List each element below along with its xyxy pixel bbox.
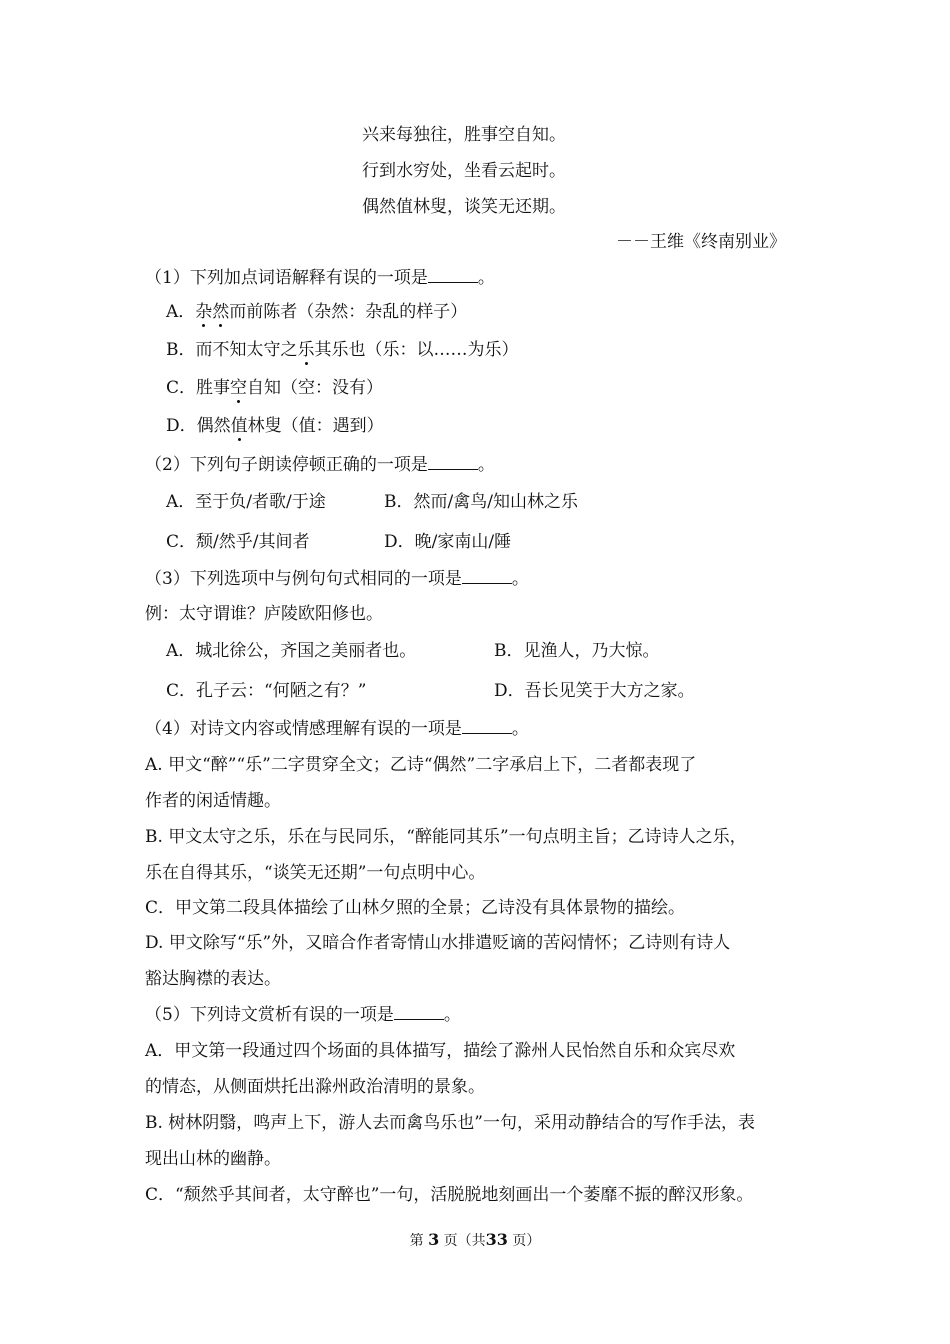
answer-blank — [428, 453, 478, 470]
q5-option-a-line1: A．甲文第一段通过四个场面的具体描写，描绘了滁州人民怡然自乐和众宾尽欢 — [145, 1041, 736, 1061]
q4-option-b-line1: B. 甲文太守之乐，乐在与民同乐，“醉能同其乐”一句点明主旨；乙诗诗人之乐， — [145, 827, 747, 847]
emphasized-word: 空 — [230, 378, 248, 398]
answer-blank — [428, 266, 478, 283]
q3-example: 例：太守谓谁？庐陵欧阳修也。 — [145, 604, 383, 624]
q3-stem: （3）下列选项中与例句句式相同的一项是 。 — [145, 569, 529, 589]
q4-option-a-line2: 作者的闲适情趣。 — [145, 791, 281, 811]
q4-option-d-line1: D. 甲文除写“乐”外，又暗合作者寄情山水排遣贬谪的苦闷情怀；乙诗则有诗人 — [145, 933, 731, 953]
q4-stem: （4）对诗文内容或情感理解有误的一项是 。 — [145, 719, 529, 739]
emphasized-word: 乐 — [297, 340, 315, 360]
q4-option-a-line1: A. 甲文“醉”“乐”二字贯穿全文；乙诗“偶然”二字承启上下，二者都表现了 — [145, 755, 697, 775]
q2-option-b: B．然而/禽鸟/知山林之乐 — [384, 492, 578, 512]
q2-option-a: A．至于负/者歌/于途 — [166, 492, 326, 512]
q1-option-d: D．偶然值林叟（值：遇到） — [166, 416, 384, 436]
q1-option-a: A．杂然而前陈者（杂然：杂乱的样子） — [166, 302, 468, 322]
q1-stem: （1）下列加点词语解释有误的一项是 。 — [145, 268, 495, 288]
q4-option-c: C．甲文第二段具体描绘了山林夕照的全景；乙诗没有具体景物的描绘。 — [145, 898, 686, 918]
q4-option-b-line2: 乐在自得其乐，“谈笑无还期”一句点明中心。 — [145, 863, 486, 883]
q5-stem: （5）下列诗文赏析有误的一项是 。 — [145, 1005, 461, 1025]
answer-blank — [462, 717, 512, 734]
answer-blank — [394, 1003, 444, 1020]
q3-option-c: C．孔子云：“何陋之有？” — [166, 681, 367, 701]
q1-option-c: C．胜事空自知（空：没有） — [166, 378, 384, 398]
emphasized-word: 然 — [212, 302, 230, 322]
q2-option-d: D．晚/家南山/陲 — [384, 532, 512, 552]
q3-option-a: A．城北徐公，齐国之美丽者也。 — [166, 641, 417, 661]
emphasized-word: 值 — [230, 416, 248, 436]
emphasized-word: 杂 — [195, 302, 213, 322]
poem-line-1: 兴来每独往，胜事空自知。 — [362, 125, 566, 145]
answer-blank — [462, 567, 512, 584]
q4-option-d-line2: 豁达胸襟的表达。 — [145, 969, 281, 989]
q5-option-b-line1: B. 树林阴翳，鸣声上下，游人去而禽鸟乐也”一句，采用动静结合的写作手法，表 — [145, 1113, 755, 1133]
poem-author: －－王维《终南别业》 — [616, 232, 786, 252]
poem-line-3: 偶然值林叟，谈笑无还期。 — [362, 197, 566, 217]
page-number: 第 3 页（共33 页） — [409, 1230, 541, 1249]
q3-option-d: D．吾长见笑于大方之家。 — [494, 681, 695, 701]
q3-option-b: B．见渔人，乃大惊。 — [494, 641, 660, 661]
q5-option-b-line2: 现出山林的幽静。 — [145, 1149, 281, 1169]
q2-option-c: C．颓/然乎/其间者 — [166, 532, 310, 552]
q1-option-b: B．而不知太守之乐其乐也（乐：以……为乐） — [166, 340, 519, 360]
q5-option-a-line2: 的情态，从侧面烘托出滁州政治清明的景象。 — [145, 1077, 485, 1097]
q5-option-c: C．“颓然乎其间者，太守醉也”一句，活脱脱地刻画出一个萎靡不振的醉汉形象。 — [145, 1185, 754, 1205]
q2-stem: （2）下列句子朗读停顿正确的一项是 。 — [145, 455, 495, 475]
poem-line-2: 行到水穷处，坐看云起时。 — [362, 161, 566, 181]
